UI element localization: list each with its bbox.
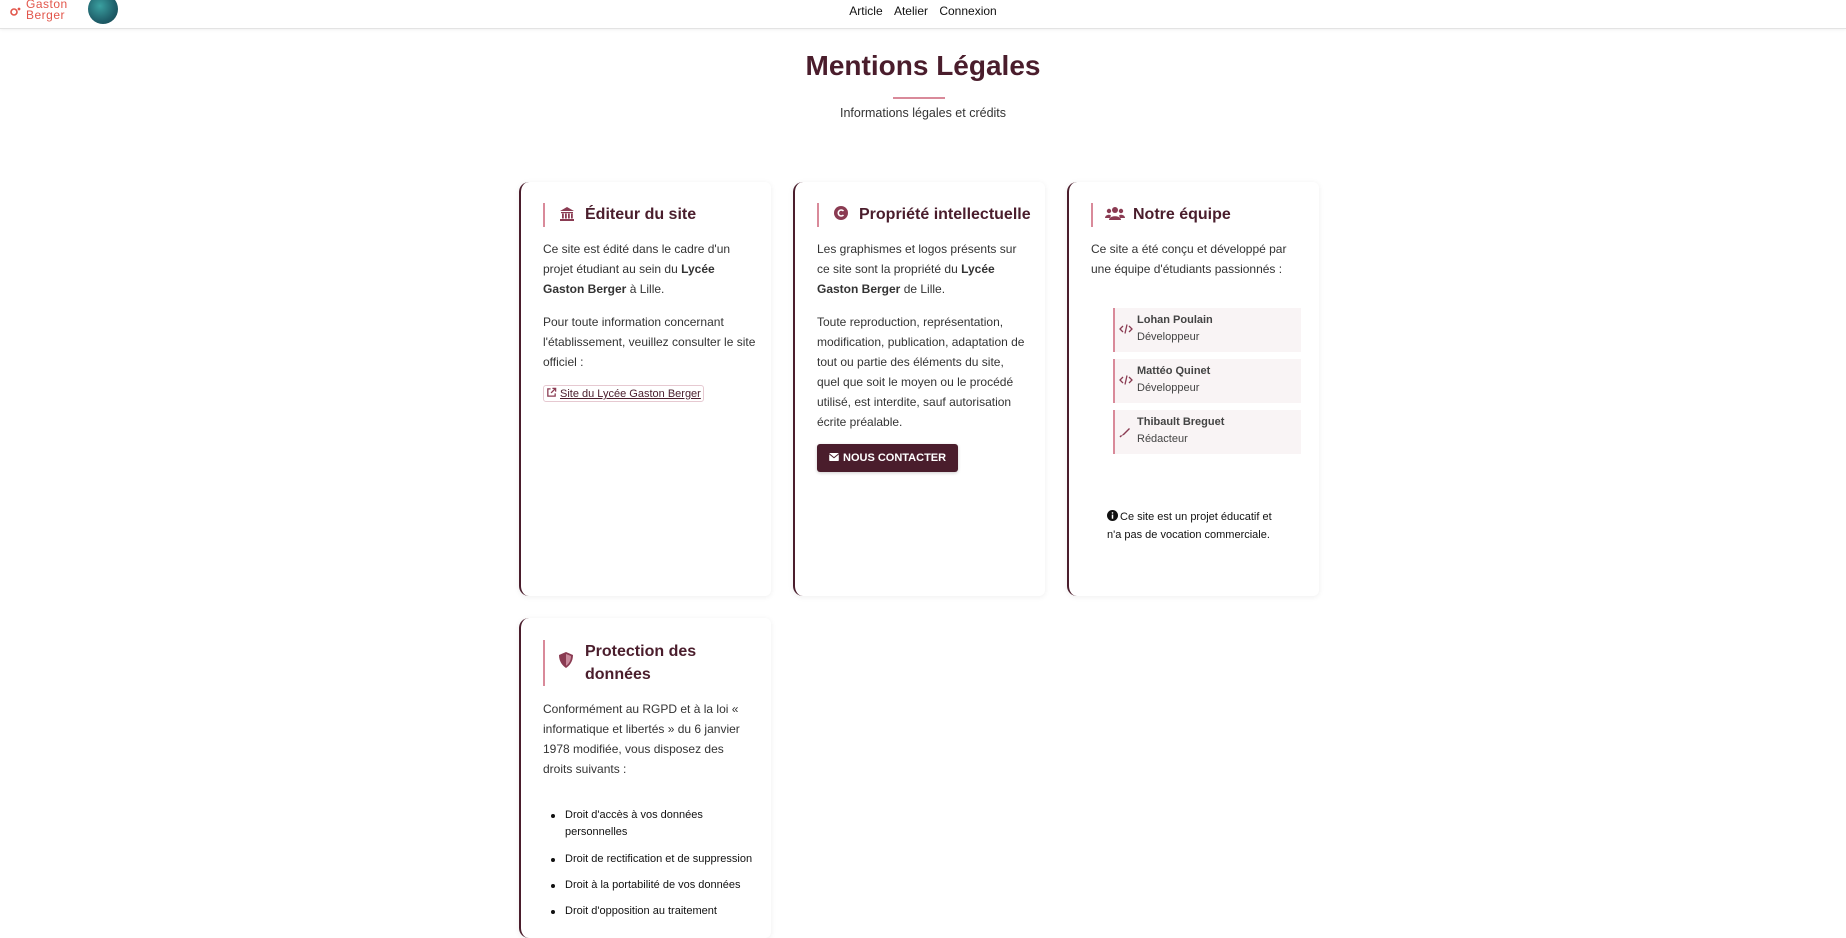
bullet [551, 858, 555, 862]
logo-text-line1: Gaston [26, 0, 68, 11]
school-name-bold: Lycée [961, 262, 995, 276]
logo-text-line2: Berger [26, 8, 66, 22]
propriete-paragraph-2 [817, 312, 1042, 432]
text-line [543, 259, 763, 279]
propriete-paragraph-1 [817, 239, 1042, 299]
equipe-paragraph [1091, 239, 1316, 279]
card-equipe [1067, 182, 1319, 596]
list-item [565, 851, 755, 868]
text-line: Droit de rectification et de suppression [565, 853, 753, 865]
school-name-bold: Gaston Berger [543, 282, 627, 296]
team-member [1113, 308, 1301, 352]
text-line: Droit d'opposition au traitement [565, 905, 717, 917]
team-member [1113, 359, 1301, 403]
title-line: données [585, 666, 651, 683]
card-donnees [519, 618, 771, 938]
bullet [551, 884, 555, 888]
card-header [543, 203, 759, 227]
text-line: modification, publication, adaptation de [817, 335, 1025, 349]
text-line: Droit à la portabilité de vos données [565, 879, 741, 891]
member-name: Mattéo Quinet [1137, 365, 1211, 377]
external-link-icon [546, 387, 557, 398]
text-line: personnelles [565, 826, 628, 838]
top-navbar [0, 0, 1846, 29]
text-line: informatique et libertés » du 6 janvier [543, 722, 740, 736]
card-editeur [519, 182, 771, 596]
text-line [817, 259, 1042, 279]
users-icon [1105, 206, 1125, 222]
text-line: Toute reproduction, représentation, [817, 315, 1004, 329]
member-name: Thibault Breguet [1137, 416, 1225, 428]
nav-link-article[interactable]: Article [849, 4, 883, 18]
pen-icon [1119, 424, 1133, 438]
school-site-link[interactable] [543, 385, 704, 402]
text-line: une équipe d'étudiants passionnés : [1091, 262, 1283, 276]
shield-icon [559, 652, 573, 668]
text-line: Pour toute information concernant [543, 315, 724, 329]
contact-button[interactable] [817, 444, 958, 472]
info-circle-icon [1107, 510, 1118, 521]
text-line: n'a pas de vocation commerciale. [1107, 529, 1270, 541]
member-role: Rédacteur [1137, 433, 1188, 445]
button-label: NOUS CONTACTER [843, 452, 947, 464]
text-line: l'établissement, veuillez consulter le site [543, 335, 756, 349]
text-line: tout ou partie des éléments du site, [817, 355, 1004, 369]
text-line: utilisé, est interdite, sauf autorisation [817, 395, 1012, 409]
text-span: de Lille. [903, 282, 946, 296]
school-name-bold: Lycée [681, 262, 715, 276]
card-title: Notre équipe [1133, 206, 1231, 223]
editeur-paragraph-2 [543, 312, 763, 372]
page-title: Mentions Légales [805, 50, 1041, 81]
donnees-paragraph [543, 699, 768, 779]
title-divider [893, 97, 945, 99]
list-item [565, 807, 755, 841]
bullet [551, 910, 555, 914]
envelope-icon [829, 453, 839, 461]
link-label: Site du Lycée Gaston Berger [560, 388, 701, 400]
copyright-icon [833, 205, 849, 221]
text-line: Droit d'accès à vos données [565, 809, 703, 821]
code-icon [1119, 322, 1133, 336]
card-propriete [793, 182, 1045, 596]
text-line: droits suivants : [543, 762, 627, 776]
text-line: officiel : [543, 355, 584, 369]
text-line [543, 279, 763, 299]
member-name: Lohan Poulain [1137, 314, 1213, 326]
member-role: Développeur [1137, 382, 1200, 394]
page-subtitle: Informations légales et crédits [839, 106, 1007, 120]
card-header [817, 203, 1053, 227]
text-line: quel que soit le moyen ou le procédé [817, 375, 1014, 389]
text-line: écrite préalable. [817, 415, 903, 429]
nav-link-atelier[interactable]: Atelier [893, 4, 928, 18]
card-header [543, 640, 759, 686]
school-name-bold: Gaston Berger [817, 282, 901, 296]
text-line: 1978 modifiée, vous disposez des [543, 742, 724, 756]
bullet [551, 814, 555, 818]
member-role: Développeur [1137, 331, 1200, 343]
nav-link-connexion[interactable]: Connexion [939, 4, 997, 18]
editeur-paragraph-1 [543, 239, 763, 299]
text-line: Ce site a été conçu et développé par [1091, 242, 1287, 256]
text-span: à Lille. [629, 282, 665, 296]
text-span: Ce site est un projet éducatif et [1120, 511, 1272, 523]
text-line [1107, 508, 1277, 526]
card-title: Éditeur du site [585, 206, 697, 223]
text-line [817, 279, 1042, 299]
main-nav [0, 4, 1846, 18]
text-line: Conformément au RGPD et à la loi « [543, 702, 739, 716]
title-line: Protection des [585, 643, 697, 660]
card-header [1091, 203, 1307, 227]
text-span: projet étudiant au sein du [543, 262, 678, 276]
text-line: Ce site est édité dans le cadre d'un [543, 242, 731, 256]
text-span: ce site sont la propriété du [817, 262, 958, 276]
team-member [1113, 410, 1301, 454]
list-item [565, 877, 755, 894]
landmark-icon [559, 206, 575, 222]
text-line: Les graphismes et logos présents sur [817, 242, 1017, 256]
code-icon [1119, 373, 1133, 387]
card-title [585, 640, 735, 686]
card-title: Propriété intellectuelle [859, 206, 1031, 223]
list-item [565, 903, 755, 920]
educational-note [1107, 508, 1277, 544]
